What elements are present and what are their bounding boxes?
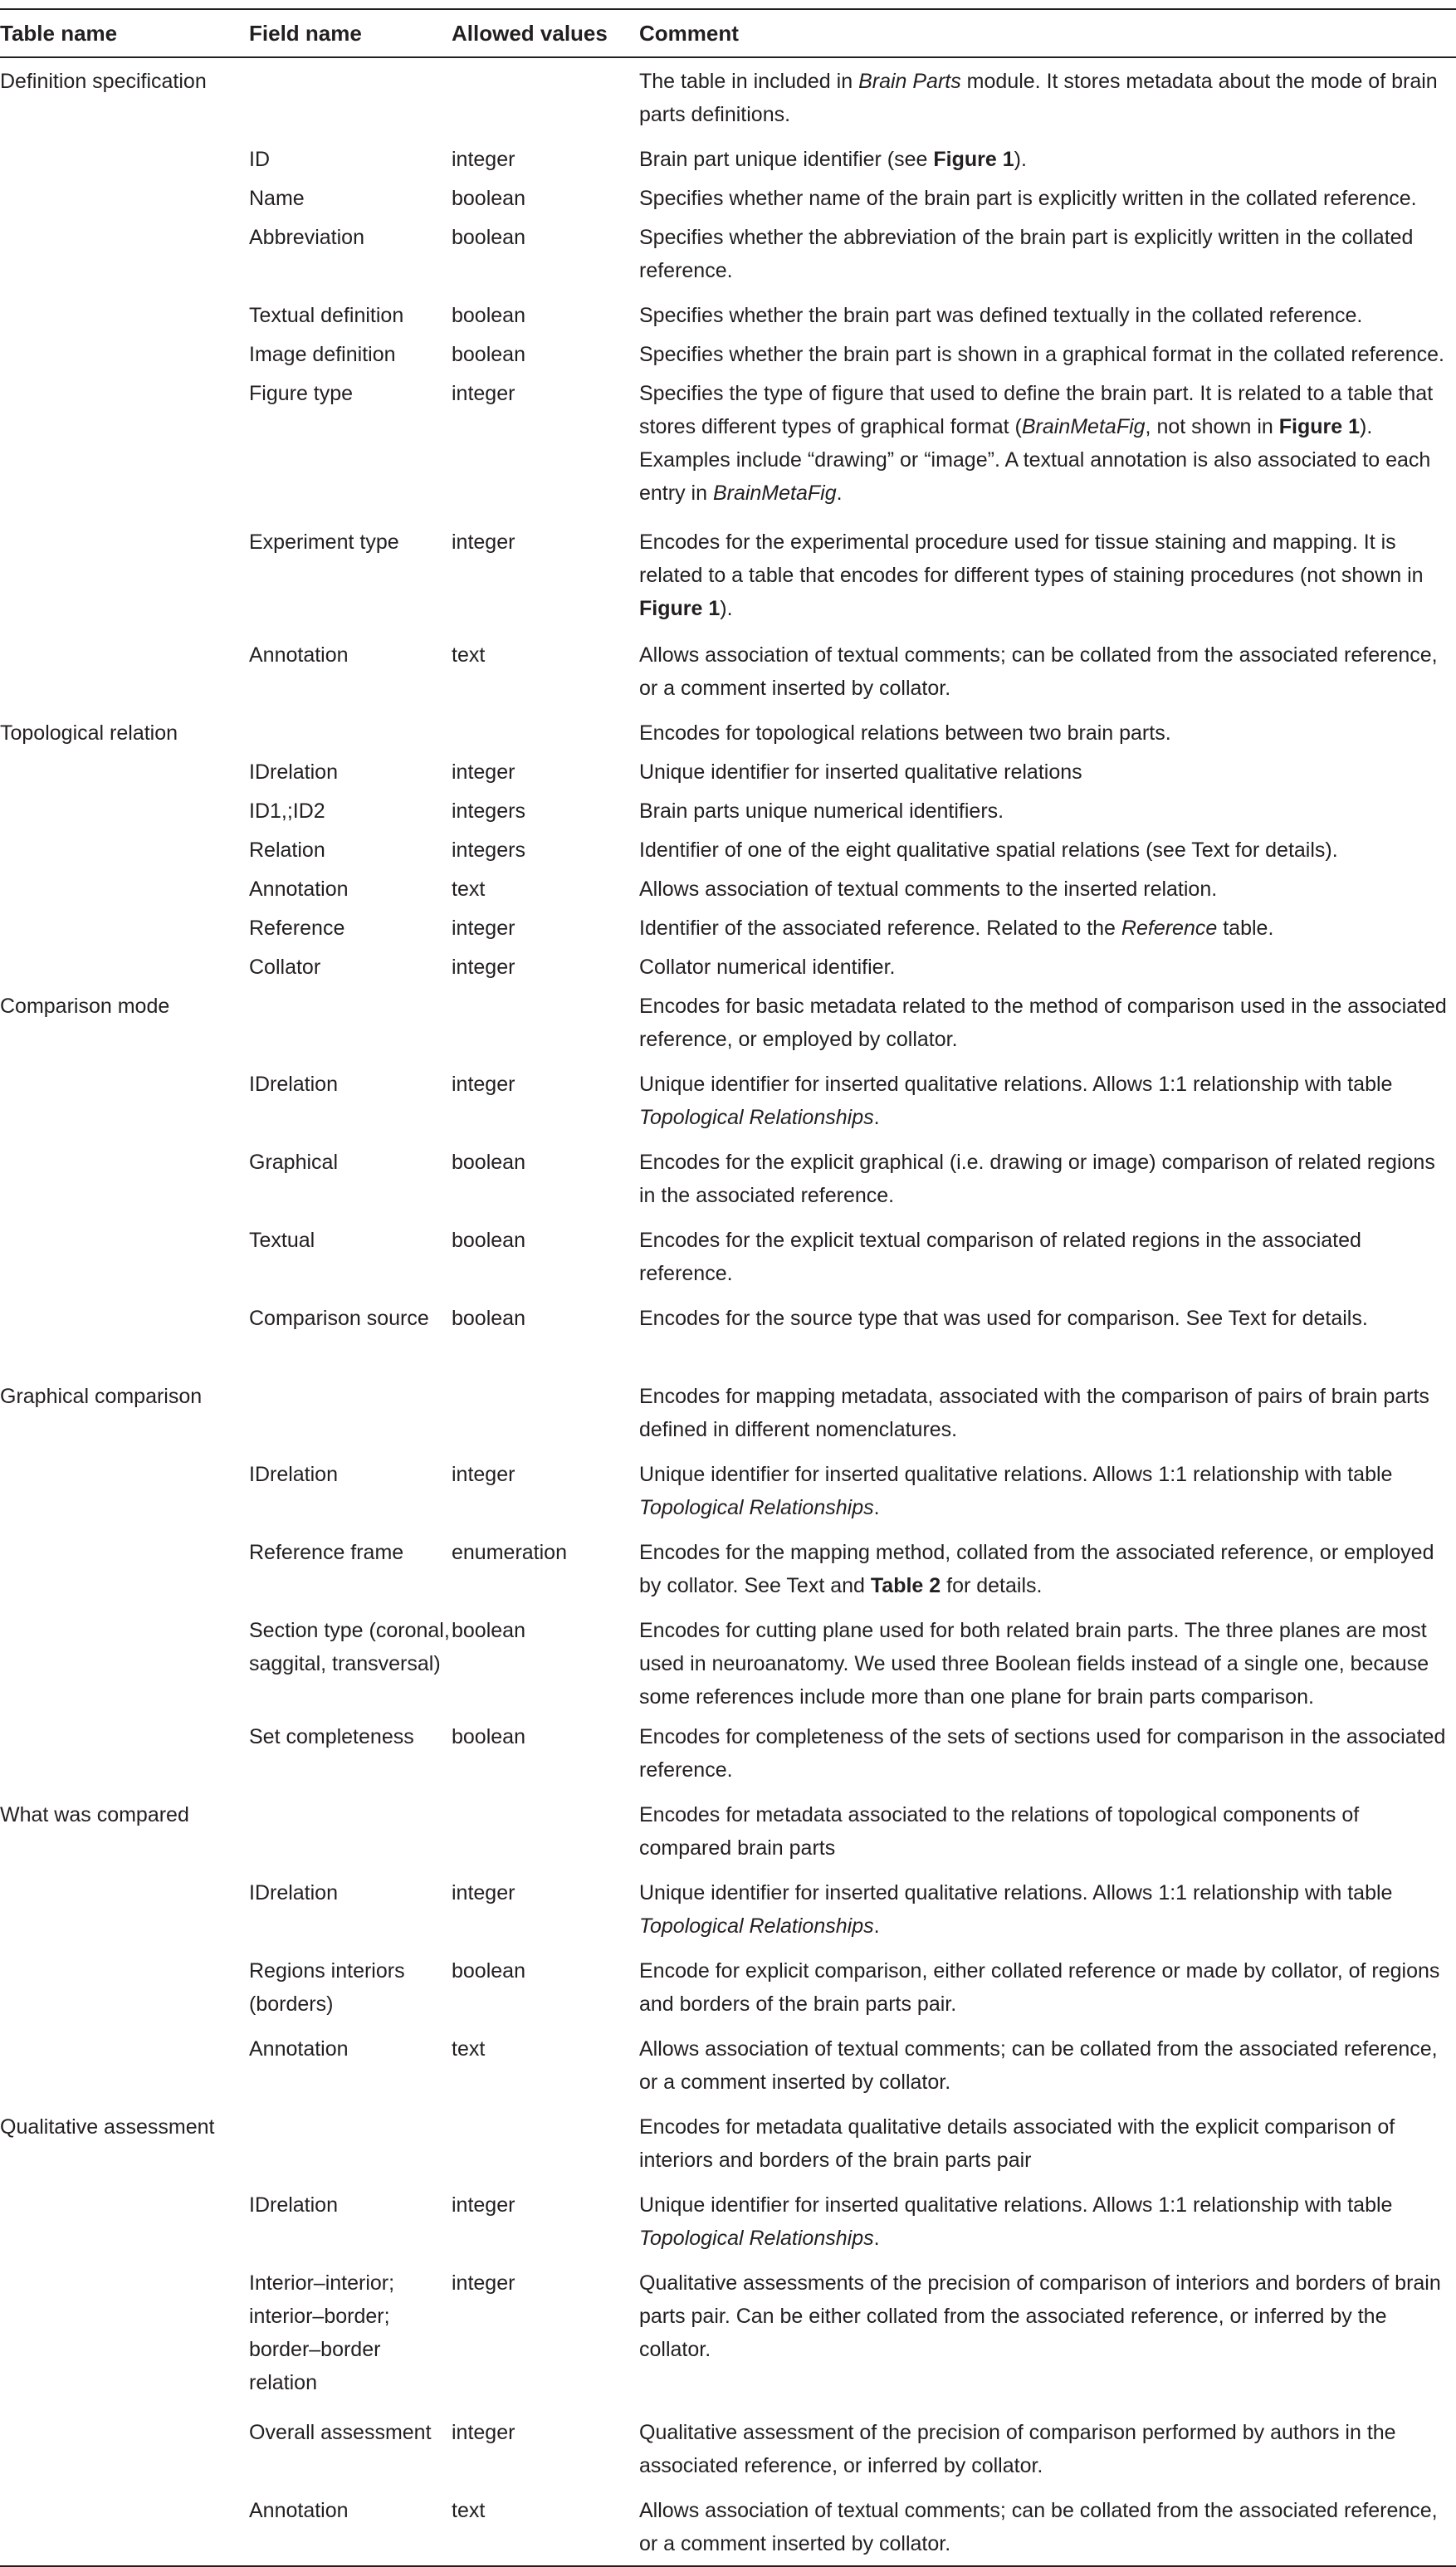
cell-allowed-values: boolean [452, 187, 525, 210]
cell-comment [639, 1720, 1456, 1787]
cell-comment [639, 638, 1456, 705]
cell-comment [639, 1458, 1456, 1524]
comment-segment: Unique identifier for inserted qualitative relations [639, 760, 1082, 784]
cell-allowed-values: boolean [452, 1619, 525, 1642]
comment-segment: Encodes for completeness of the sets of sections used for comparison in the associated reference. [639, 1725, 1446, 1782]
cell-comment [639, 990, 1456, 1056]
comment-segment: module. It stores metadata about the mode of brain parts definitions. [639, 70, 1438, 126]
comment-segment: . [836, 482, 843, 505]
cell-allowed-values: text [452, 2499, 486, 2522]
cell-allowed-values: boolean [452, 1151, 525, 1174]
comment-segment: BrainMetaFig [1021, 415, 1146, 438]
table-row [0, 944, 1456, 983]
cell-comment [639, 1224, 1456, 1290]
comment-segment: Figure 1 [639, 597, 721, 620]
comment-segment: BrainMetaFig [712, 482, 837, 505]
header-allowed-values: Allowed values [452, 21, 608, 46]
comment-segment: Allows association of textual comments; can be collated from the associated reference, or a comment inserted by collator. [639, 2499, 1438, 2555]
cell-comment [639, 834, 1456, 867]
cell-field-name: Annotation [249, 2499, 349, 2522]
comment-segment: Qualitative assessments of the precision of comparison of interiors and borders of brain parts pair. Can be either collated from the associated reference, or inferred by the collator. [639, 2271, 1441, 2361]
cell-comment [639, 2110, 1456, 2177]
table-row [0, 866, 1456, 905]
cell-allowed-values: boolean [452, 226, 525, 249]
table-row [0, 1217, 1456, 1295]
table-header [0, 10, 1456, 56]
cell-allowed-values: boolean [452, 1959, 525, 1983]
cell-comment [639, 755, 1456, 789]
table-row [0, 175, 1456, 214]
comment-segment: Specifies whether name of the brain part is explicitly written in the collated reference. [639, 187, 1417, 210]
cell-comment [639, 1068, 1456, 1134]
cell-comment [639, 2032, 1456, 2099]
cell-comment [639, 1146, 1456, 1212]
table-row [0, 1139, 1456, 1217]
table-row [0, 1529, 1456, 1607]
comment-segment: Specifies whether the abbreviation of the brain part is explicitly written in the collated reference. [639, 226, 1414, 282]
comment-segment: Table 2 [870, 1574, 941, 1597]
cell-allowed-values: integers [452, 839, 525, 862]
comment-segment: Encodes for the explicit textual comparison of related regions in the associated reference. [639, 1229, 1361, 1285]
cell-allowed-values: integer [452, 382, 515, 405]
table-row [0, 58, 1456, 136]
table-row [0, 370, 1456, 519]
cell-allowed-values: integer [452, 956, 515, 979]
table-row [0, 1295, 1456, 1373]
cell-comment [639, 221, 1456, 287]
cell-allowed-values: integer [452, 2193, 515, 2217]
cell-allowed-values: boolean [452, 343, 525, 366]
comment-segment: . [873, 2227, 880, 2250]
table-row [0, 1607, 1456, 1714]
cell-allowed-values: boolean [452, 304, 525, 327]
comment-segment: Encodes for mapping metadata, associated with the comparison of pairs of brain parts defined in different nomenclatures. [639, 1385, 1429, 1441]
comment-segment: Unique identifier for inserted qualitative relations. Allows 1:1 relationship with table [639, 1463, 1393, 1486]
cell-allowed-values: integers [452, 799, 525, 823]
cell-comment [639, 1302, 1456, 1335]
cell-field-name: Annotation [249, 2037, 349, 2061]
comment-segment: Encode for explicit comparison, either collated reference or made by collator, of regions and borders of the brain parts pair. [639, 1959, 1440, 2016]
comment-segment: . [873, 1106, 880, 1129]
comment-segment: Topological Relationships [639, 2227, 874, 2250]
table-row [0, 983, 1456, 1061]
cell-comment [639, 2416, 1456, 2482]
cell-allowed-values: text [452, 2037, 486, 2061]
comment-segment: Brain parts unique numerical identifiers. [639, 799, 1004, 823]
comment-segment: Topological Relationships [639, 1496, 874, 1519]
table-row [0, 788, 1456, 827]
header-comment: Comment [639, 21, 739, 46]
comment-segment: Encodes for basic metadata related to the method of comparison used in the associated reference, or employed by collator. [639, 995, 1447, 1051]
cell-field-name: Image definition [249, 343, 396, 366]
cell-comment [639, 338, 1456, 371]
cell-field-name: Section type (coronal, saggital, transversal) [249, 1619, 450, 1675]
comment-segment: The table in included in [639, 70, 859, 93]
comment-segment: Encodes for the source type that was used for comparison. See Text for details. [639, 1307, 1368, 1330]
cell-table-name: What was compared [0, 1803, 189, 1826]
metadata-table [0, 8, 1456, 2567]
cell-allowed-values: text [452, 878, 486, 901]
comment-segment: Encodes for the experimental procedure used for tissue staining and mapping. It is related to a table that encodes for different types of staining procedures (not shown in [639, 531, 1424, 587]
table-row [0, 1451, 1456, 1529]
comment-segment: Topological Relationships [639, 1914, 874, 1938]
comment-segment: Specifies whether the brain part was defined textually in the collated reference. [639, 304, 1363, 327]
cell-field-name: IDrelation [249, 1073, 338, 1096]
table-row [0, 905, 1456, 944]
cell-allowed-values: enumeration [452, 1541, 567, 1564]
cell-field-name: ID1,;ID2 [249, 799, 325, 823]
table-row [0, 2026, 1456, 2104]
cell-comment [639, 1798, 1456, 1865]
comment-segment: Unique identifier for inserted qualitative relations. Allows 1:1 relationship with table [639, 1881, 1393, 1904]
table-row [0, 749, 1456, 788]
cell-field-name: Comparison source [249, 1307, 429, 1330]
comment-segment: ). [1014, 148, 1027, 171]
comment-segment: for details. [941, 1574, 1043, 1597]
table-row [0, 827, 1456, 866]
cell-allowed-values: integer [452, 2421, 515, 2444]
cell-comment [639, 65, 1456, 131]
comment-segment: Encodes for cutting plane used for both related brain parts. The three planes are most used in neuroanatomy. We used three Boolean fields instead of a single one, because some references include more than one plane for brain parts comparison. [639, 1619, 1429, 1709]
cell-field-name: IDrelation [249, 2193, 338, 2217]
comment-segment: Specifies the type of figure that used to define the brain part. It is related to a table that stores different types of graphical format ( [639, 382, 1434, 438]
header-field-name: Field name [249, 21, 362, 46]
cell-field-name: Textual [249, 1229, 315, 1252]
cell-allowed-values: text [452, 643, 486, 667]
cell-allowed-values: integer [452, 531, 515, 554]
comment-segment: Allows association of textual comments to the inserted relation. [639, 878, 1218, 901]
cell-field-name: IDrelation [249, 1463, 338, 1486]
comment-segment: Figure 1 [1278, 415, 1361, 438]
table-row [0, 292, 1456, 331]
table-row [0, 2182, 1456, 2260]
table-body [0, 58, 1456, 2565]
cell-table-name: Graphical comparison [0, 1385, 203, 1408]
cell-field-name: Regions interiors (borders) [249, 1959, 405, 2016]
table-row [0, 136, 1456, 175]
comment-segment: Encodes for metadata associated to the relations of topological components of compared brain parts [639, 1803, 1360, 1860]
cell-field-name: Reference frame [249, 1541, 404, 1564]
cell-field-name: Collator [249, 956, 321, 979]
cell-table-name: Qualitative assessment [0, 2115, 215, 2139]
table-row [0, 710, 1456, 749]
cell-allowed-values: boolean [452, 1229, 525, 1252]
cell-field-name: Set completeness [249, 1725, 414, 1748]
cell-comment [639, 912, 1456, 945]
table-row [0, 2409, 1456, 2487]
cell-field-name: Annotation [249, 643, 349, 667]
cell-field-name: Textual definition [249, 304, 404, 327]
cell-allowed-values: integer [452, 1073, 515, 1096]
cell-table-name: Topological relation [0, 721, 178, 745]
comment-segment: Encodes for the explicit graphical (i.e. drawing or image) comparison of related regions in the associated reference. [639, 1151, 1435, 1207]
cell-allowed-values: integer [452, 917, 515, 940]
cell-comment [639, 873, 1456, 906]
cell-allowed-values: integer [452, 1881, 515, 1904]
table-row [0, 2104, 1456, 2182]
cell-field-name: Overall assessment [249, 2421, 432, 2444]
cell-comment [639, 1614, 1456, 1714]
comment-segment: Reference [1121, 917, 1218, 940]
cell-comment [639, 2266, 1456, 2366]
cell-comment [639, 951, 1456, 984]
cell-field-name: Annotation [249, 878, 349, 901]
comment-segment: Identifier of one of the eight qualitative spatial relations (see Text for details). [639, 839, 1338, 862]
cell-comment [639, 526, 1456, 625]
table-row [0, 1948, 1456, 2026]
table-row [0, 1870, 1456, 1948]
cell-comment [639, 2188, 1456, 2255]
cell-allowed-values: integer [452, 148, 515, 171]
cell-field-name: Graphical [249, 1151, 338, 1174]
comment-segment: ). [720, 597, 733, 620]
comment-segment: Unique identifier for inserted qualitative relations. Allows 1:1 relationship with table [639, 1073, 1393, 1096]
cell-comment [639, 377, 1456, 510]
comment-segment: table. [1217, 917, 1274, 940]
comment-segment: . [873, 1496, 880, 1519]
cell-field-name: Interior–interior; interior–border; border–border relation [249, 2271, 395, 2394]
cell-table-name: Definition specification [0, 70, 207, 93]
table-row [0, 331, 1456, 370]
comment-segment: Encodes for metadata qualitative details associated with the explicit comparison of interiors and borders of the brain parts pair [639, 2115, 1395, 2172]
cell-comment [639, 143, 1456, 176]
cell-field-name: IDrelation [249, 1881, 338, 1904]
table-row [0, 214, 1456, 292]
comment-segment: Brain Parts [858, 70, 961, 93]
comment-segment: Specifies whether the brain part is shown in a graphical format in the collated reference. [639, 343, 1444, 366]
comment-segment: Brain part unique identifier (see [639, 148, 934, 171]
comment-segment: Encodes for topological relations between two brain parts. [639, 721, 1171, 745]
cell-field-name: Reference [249, 917, 345, 940]
cell-field-name: Abbreviation [249, 226, 364, 249]
comment-segment: Qualitative assessment of the precision of comparison performed by authors in the associated reference, or inferred by collator. [639, 2421, 1396, 2477]
cell-allowed-values: boolean [452, 1307, 525, 1330]
cell-comment [639, 716, 1456, 750]
cell-comment [639, 1536, 1456, 1602]
table-row [0, 2487, 1456, 2565]
table-row [0, 1714, 1456, 1792]
cell-field-name: ID [249, 148, 270, 171]
comment-segment: , not shown in [1145, 415, 1279, 438]
table-row [0, 2260, 1456, 2409]
header-table-name: Table name [0, 21, 118, 46]
table-row [0, 1061, 1456, 1139]
cell-comment [639, 1954, 1456, 2021]
table-row [0, 519, 1456, 632]
cell-comment [639, 1380, 1456, 1446]
comment-segment: Collator numerical identifier. [639, 956, 896, 979]
comment-segment: Topological Relationships [639, 1106, 874, 1129]
comment-segment: Identifier of the associated reference. Related to the [639, 917, 1121, 940]
cell-field-name: IDrelation [249, 760, 338, 784]
cell-allowed-values: integer [452, 760, 515, 784]
cell-comment [639, 182, 1456, 215]
cell-comment [639, 2494, 1456, 2560]
cell-field-name: Relation [249, 839, 325, 862]
cell-table-name: Comparison mode [0, 995, 170, 1018]
comment-segment: . [873, 1914, 880, 1938]
cell-allowed-values: integer [452, 2271, 515, 2295]
cell-field-name: Experiment type [249, 531, 399, 554]
table-row [0, 1373, 1456, 1451]
cell-allowed-values: integer [452, 1463, 515, 1486]
comment-segment: Allows association of textual comments; can be collated from the associated reference, or a comment inserted by collator. [639, 2037, 1438, 2094]
comment-segment: Unique identifier for inserted qualitative relations. Allows 1:1 relationship with table [639, 2193, 1393, 2217]
comment-segment: Figure 1 [933, 148, 1014, 171]
cell-field-name: Figure type [249, 382, 354, 405]
table-row [0, 632, 1456, 710]
table-row [0, 1792, 1456, 1870]
comment-segment: Allows association of textual comments; can be collated from the associated reference, or a comment inserted by collator. [639, 643, 1438, 700]
cell-comment [639, 299, 1456, 332]
comment-segment: Encodes for the mapping method, collated from the associated reference, or employed by collator. See Text and [639, 1541, 1434, 1597]
cell-field-name: Name [249, 187, 305, 210]
cell-comment [639, 795, 1456, 828]
cell-allowed-values: boolean [452, 1725, 525, 1748]
comment-segment: ). Examples include “drawing” or “image”. A textual annotation is also associated to each entry in [639, 415, 1431, 505]
cell-comment [639, 1876, 1456, 1943]
